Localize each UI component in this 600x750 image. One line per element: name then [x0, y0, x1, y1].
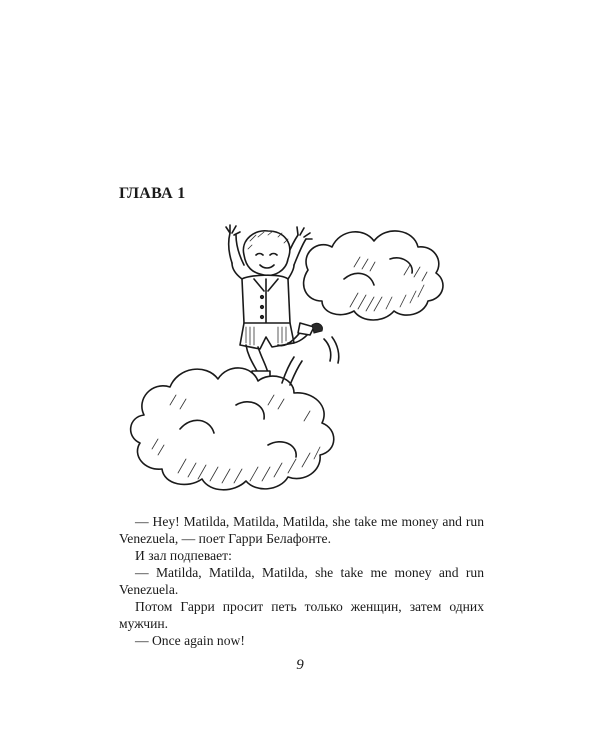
jumping-boy-clouds-illustration: [118, 215, 458, 510]
page-number: 9: [296, 657, 304, 673]
upper-cloud: [304, 231, 443, 320]
body-text: [119, 513, 484, 649]
paragraph-3: — Matilda, Matilda, Matilda, she take me money and run Venezuela.: [119, 565, 484, 597]
paragraph-4: Потом Гарри просит петь только женщин, затем одних мужчин.: [119, 599, 484, 631]
paragraph-1: — Hey! Matilda, Matilda, Matilda, she take me money and run Venezuela, — поет Гарри Белафонте.: [119, 514, 484, 546]
paragraph-5: — Once again now!: [135, 633, 245, 648]
chapter-heading: ГЛАВА 1: [119, 185, 186, 202]
paragraph-2: И зал подпевает:: [135, 548, 232, 563]
lower-cloud: [131, 357, 334, 490]
